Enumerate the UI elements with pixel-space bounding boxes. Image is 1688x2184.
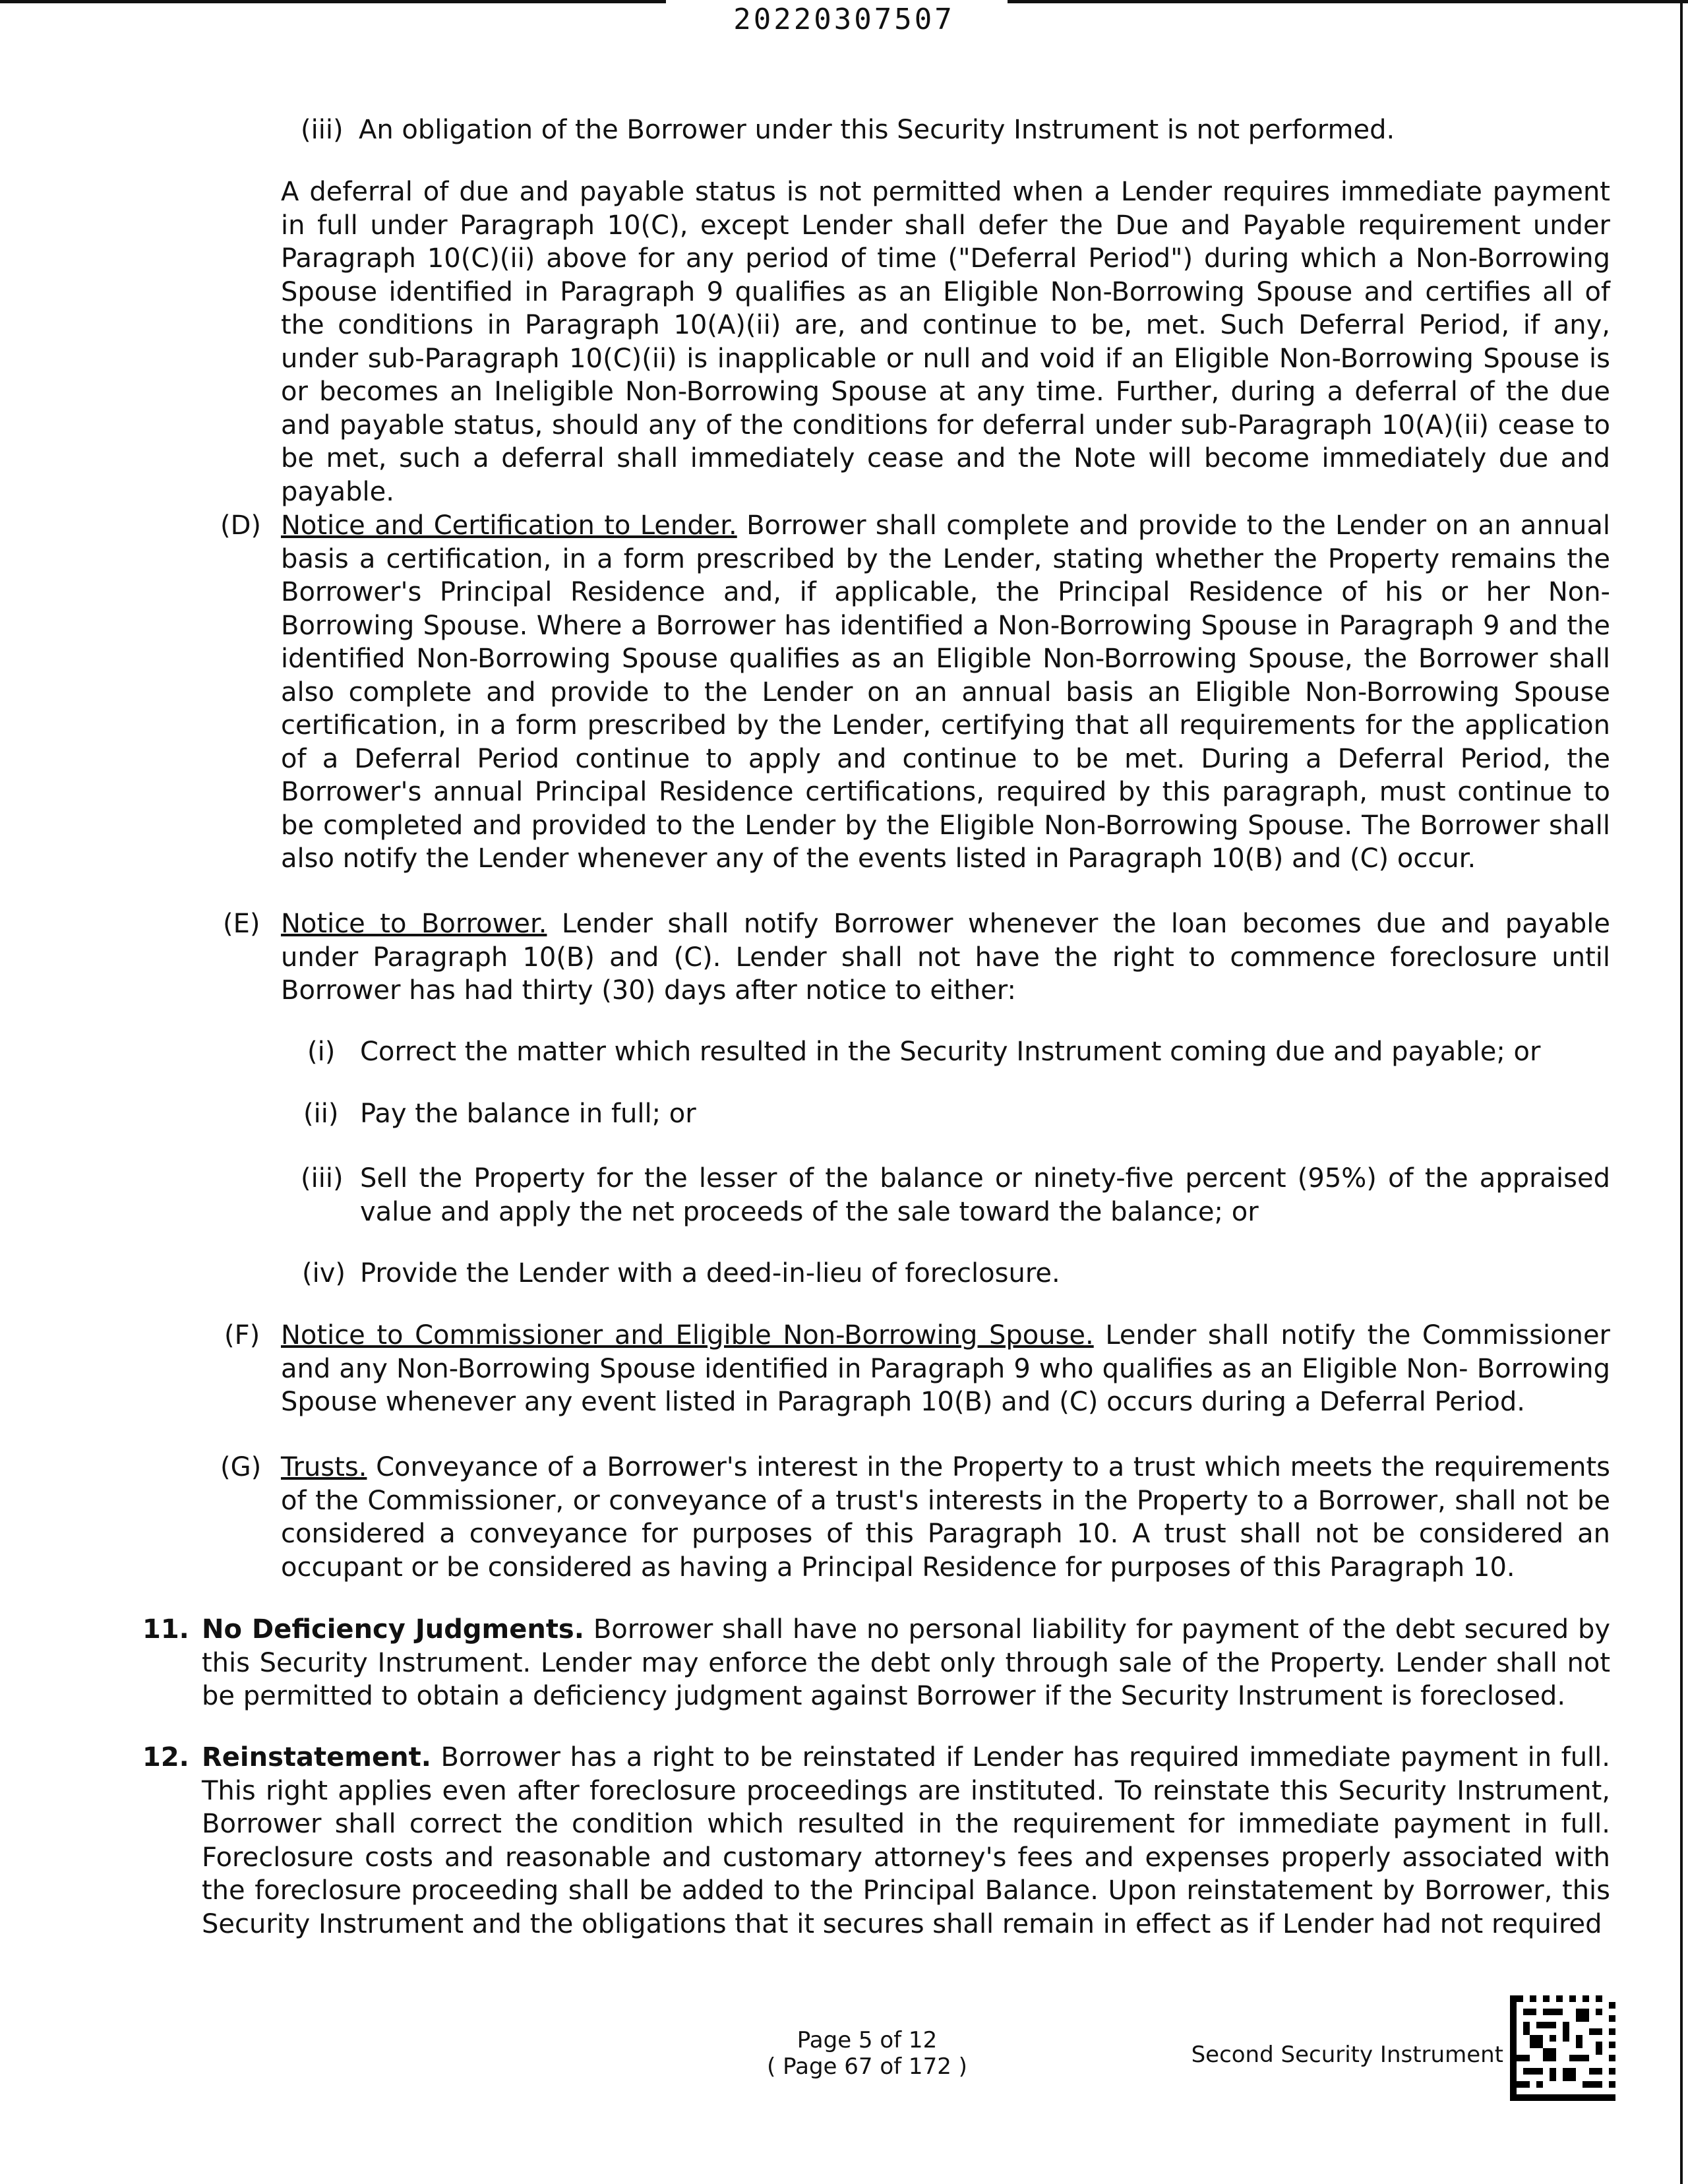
section-d-heading: Notice and Certification to Lender.: [281, 510, 737, 541]
section-12-text: Borrower has a right to be reinstated if Lender has required immediate payment in full. This right applies even after foreclosure proceedings are instituted. To reinstate this Security Instrument, Borrower shall correct the condition which resulted in the requirement for immediate payment in full. Foreclosure costs and reasonable and customary attorney's fees and expenses properly associated with the foreclosure proceeding shall be added to the Principal Balance. Upon reinstatement by Borrower, this Security Instrument and the obligations that it secures shall remain in effect as if Lender had not required: [202, 1742, 1610, 1939]
deferral-paragraph: A deferral of due and payable status is not permitted when a Lender requires immediate payment in full under Paragraph 10(C), except Lender shall defer the Due and Payable requirement under Paragraph 10(C)(ii) above for any period of time ("Deferral Period") during which a Non-Borrowing Spouse identified in Paragraph 9 qualifies as an Eligible Non-Borrowing Spouse and certifies all of the conditions in Paragraph 10(A)(ii) are, and continue to be, met. Such Deferral Period, if any, under sub-Paragraph 10(C)(ii) is inapplicable or null and void if an Eligible Non-Borrowing Spouse is or becomes an Ineligible Non-Borrowing Spouse at any time. Further, during a deferral of the due and payable status, should any of the conditions for deferral under sub-Paragraph 10(A)(ii) cease to be met, such a deferral shall immediately cease and the Note will become immediately due and payable.: [281, 177, 1610, 507]
section-e-heading: Notice to Borrower.: [281, 909, 547, 939]
section-e-item-iii-label: (iii): [301, 1163, 344, 1194]
section-d-paragraph: [281, 509, 1610, 876]
section-d-label: (D): [220, 510, 262, 541]
section-11-number: 11.: [142, 1614, 189, 1645]
item-iii-text: An obligation of the Borrower under this Security Instrument is not performed.: [359, 115, 1395, 145]
section-f-paragraph: [281, 1319, 1610, 1419]
document-title: Second Security Instrument: [1191, 2042, 1503, 2068]
section-g-paragraph: [281, 1451, 1610, 1584]
section-e-item-iv-text: Provide the Lender with a deed-in-lieu of foreclosure.: [360, 1258, 1060, 1289]
section-f-text: Lender shall notify the Commissioner and any Non-Borrowing Spouse identified in Paragraph 9 who qualifies as an Eligible Non- Borrowing Spouse whenever any event listed in Paragraph 10(B) and (C) occurs during a Deferral Period.: [281, 1320, 1610, 1417]
page-number: [725, 2027, 1009, 2080]
section-12-heading: Reinstatement.: [202, 1742, 431, 1773]
page-overall: ( Page 67 of 172 ): [767, 2053, 967, 2080]
recording-number: 20220307507: [733, 3, 955, 36]
section-g-label: (G): [220, 1452, 262, 1482]
section-e-item-ii-text: Pay the balance in full; or: [360, 1099, 696, 1129]
section-e-text: Lender shall notify Borrower whenever the loan becomes due and payable under Paragraph 10(B) and (C). Lender shall not have the right to commence foreclosure until Borrower has had thirty (30) days after notice to either:: [281, 909, 1610, 1006]
page-line: Page 5 of 12: [797, 2027, 938, 2053]
datamatrix-barcode-icon: [1510, 1995, 1615, 2101]
section-11-paragraph: [202, 1613, 1610, 1713]
section-g-text: Conveyance of a Borrower's interest in the Property to a trust which meets the requirements of the Commissioner, or conveyance of a trust's interests in the Property to a Borrower, shall not be considered a conveyance for purposes of this Paragraph 10. A trust shall not be considered an occupant or be considered as having a Principal Residence for purposes of this Paragraph 10.: [281, 1452, 1610, 1583]
right-edge-rule: [1680, 0, 1683, 2184]
item-iii-label: (iii): [301, 115, 344, 145]
section-e-item-i-text: Correct the matter which resulted in the Security Instrument coming due and payable; or: [360, 1037, 1541, 1067]
section-f-label: (F): [224, 1320, 260, 1350]
section-11-heading: No Deficiency Judgments.: [202, 1614, 584, 1645]
section-e-item-i-label: (i): [307, 1037, 336, 1067]
section-f-heading: Notice to Commissioner and Eligible Non-Borrowing Spouse.: [281, 1320, 1094, 1350]
section-12-paragraph: [202, 1741, 1610, 1941]
section-d-text: Borrower shall complete and provide to the Lender on an annual basis a certification, in a form prescribed by the Lender, stating whether the Property remains the Borrower's Principal Residence and, if applicable, the Principal Residence of his or her Non-Borrowing Spouse. Where a Borrower has identified a Non-Borrowing Spouse in Paragraph 9 and the identified Non-Borrowing Spouse qualifies as an Eligible Non-Borrowing Spouse, the Borrower shall also complete and provide to the Lender on an annual basis an Eligible Non-Borrowing Spouse certification, in a form prescribed by the Lender, certifying that all requirements for the application of a Deferral Period continue to apply and continue to be met. During a Deferral Period, the Borrower's annual Principal Residence certifications, required by this paragraph, must continue to be completed and provided to the Lender by the Eligible Non-Borrowing Spouse. The Borrower shall also notify the Lender whenever any of the events listed in Paragraph 10(B) and (C) occur.: [281, 510, 1610, 874]
section-e-item-ii-label: (ii): [303, 1099, 339, 1129]
section-e-paragraph: [281, 907, 1610, 1008]
section-12-number: 12.: [142, 1742, 189, 1773]
section-e-item-iii-text: Sell the Property for the lesser of the balance or ninety-five percent (95%) of the appraised value and apply the net proceeds of the sale toward the balance; or: [360, 1163, 1610, 1227]
section-g-heading: Trusts.: [281, 1452, 367, 1482]
section-e-label: (E): [223, 909, 260, 939]
section-e-item-iv-label: (iv): [302, 1258, 346, 1289]
section-11-text: Borrower shall have no personal liability for payment of the debt secured by this Security Instrument. Lender may enforce the debt only through sale of the Property. Lender shall not be permitted to obtain a deficiency judgment against Borrower if the Security Instrument is foreclosed.: [202, 1614, 1611, 1711]
